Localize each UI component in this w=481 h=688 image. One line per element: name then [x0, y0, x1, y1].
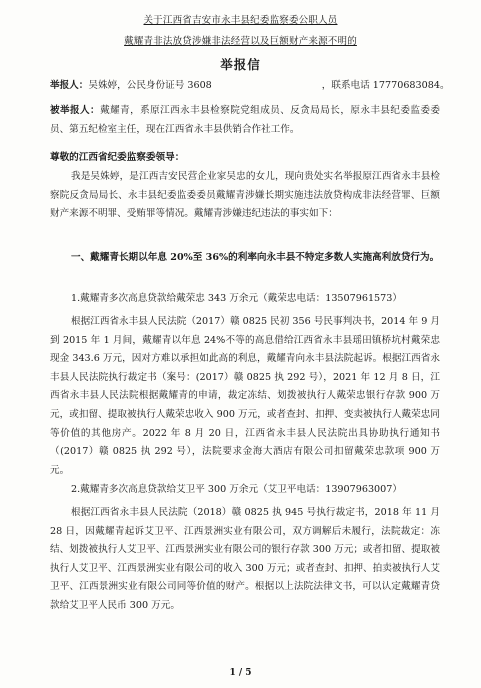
- item-2-body: 根据江西省永丰县人民法院（2018）赣 0825 执 945 号执行裁定书，2018 年 11 月 28 日，因戴耀青起诉艾卫平、江西景洲实业有限公司，双方调解后未履行，法院裁定：冻结、划拨被执行人艾卫平、江西景洲实业有限公司的银行存款 300 万元；或者扣留、提取被执行人艾卫平、江西景洲实业有限公司的收入 300 万元；或者查封、扣押、拍卖被执行人艾卫平、江西景洲实业有限公司同等价值的财产。根据以上法院法律文书，可以认定戴耀青贷款给艾卫平人民币 300 万元。: [50, 507, 440, 611]
- reporter-text: 吴姝婷，公民身份证号 3608: [88, 80, 212, 91]
- header-line-2: 戴耀青非法放贷涉嫌非法经营以及巨额财产来源不明的: [124, 36, 357, 47]
- page-title: 举报信: [220, 57, 261, 72]
- header-line-1: 关于江西省吉安市永丰县纪委监察委公职人员: [143, 15, 338, 26]
- item-1-body: 根据江西省永丰县人民法院（2017）赣 0825 民初 356 号民事判决书，2014 年 9 月到 2015 年 1 月间，戴耀青以年息 24%不等的高息借给江西省永丰县瑶田镇桥坑村戴荣忠现金 343.6 万元，因对方难以承担如此高的利息，戴耀青向永丰县法院起诉。根据江西省永丰县人民法院执行裁定书（案号：(2017）赣 0825 执 292 号），2021 年 12 月 8 日，江西省永丰县人民法院根据戴耀青的申请，裁定冻结、划拨被执行人戴荣忠银行存款 900 万元，或扣留、提取被执行人戴荣忠收入 900 万元，或者查封、扣押、变卖被执行人戴荣忠同等价值的其他房产。2022 年 8 月 20 日，江西省永丰县人民法院出具协助执行通知书（(2017）赣 0825 执 292 号），法院要求金海大酒店有限公司扣留戴荣忠款项 900 万元。: [50, 316, 440, 476]
- intro-paragraph: 我是吴姝婷，是江西吉安民营企业家吴忠的女儿，现向贵处实名举报原江西省永丰县检察院反贪局局长、永丰县纪委监委委员戴耀青涉嫌长期实施违法放贷构成非法经营罪、巨额财产来源不明罪、受贿罪等情况。戴耀青涉嫌违纪违法的事实如下：: [50, 171, 440, 220]
- reported-label: 被举报人：: [50, 105, 101, 116]
- reporter-label: 举报人：: [50, 80, 89, 91]
- reported-paragraph: [50, 102, 440, 139]
- section-1-heading: 一、戴耀青长期以年息 20%至 36%的利率向永丰县不特定多数人实施高利放贷行为。: [71, 252, 440, 263]
- reported-text: 戴耀青，系原江西永丰县检察院党组成员、反贪局局长，原永丰县纪委监委委员、第五纪检室主任，现在江西省永丰县供销合作社工作。: [50, 105, 441, 135]
- item-2-heading: 2.戴耀青多次高息贷款给艾卫平 300 万余元（艾卫平电话：13907963007）: [71, 484, 402, 495]
- salutation: 尊敬的江西省纪委监察委领导：: [50, 152, 185, 163]
- page-number: 1 / 5: [229, 668, 252, 678]
- reporter-phone: ，联系电话 17770683084。: [321, 80, 450, 91]
- item-1-heading: 1.戴耀青多次高息贷款给戴荣忠 343 万余元（戴荣忠电话：13507961573）: [71, 293, 402, 304]
- reporter-line: [50, 79, 450, 93]
